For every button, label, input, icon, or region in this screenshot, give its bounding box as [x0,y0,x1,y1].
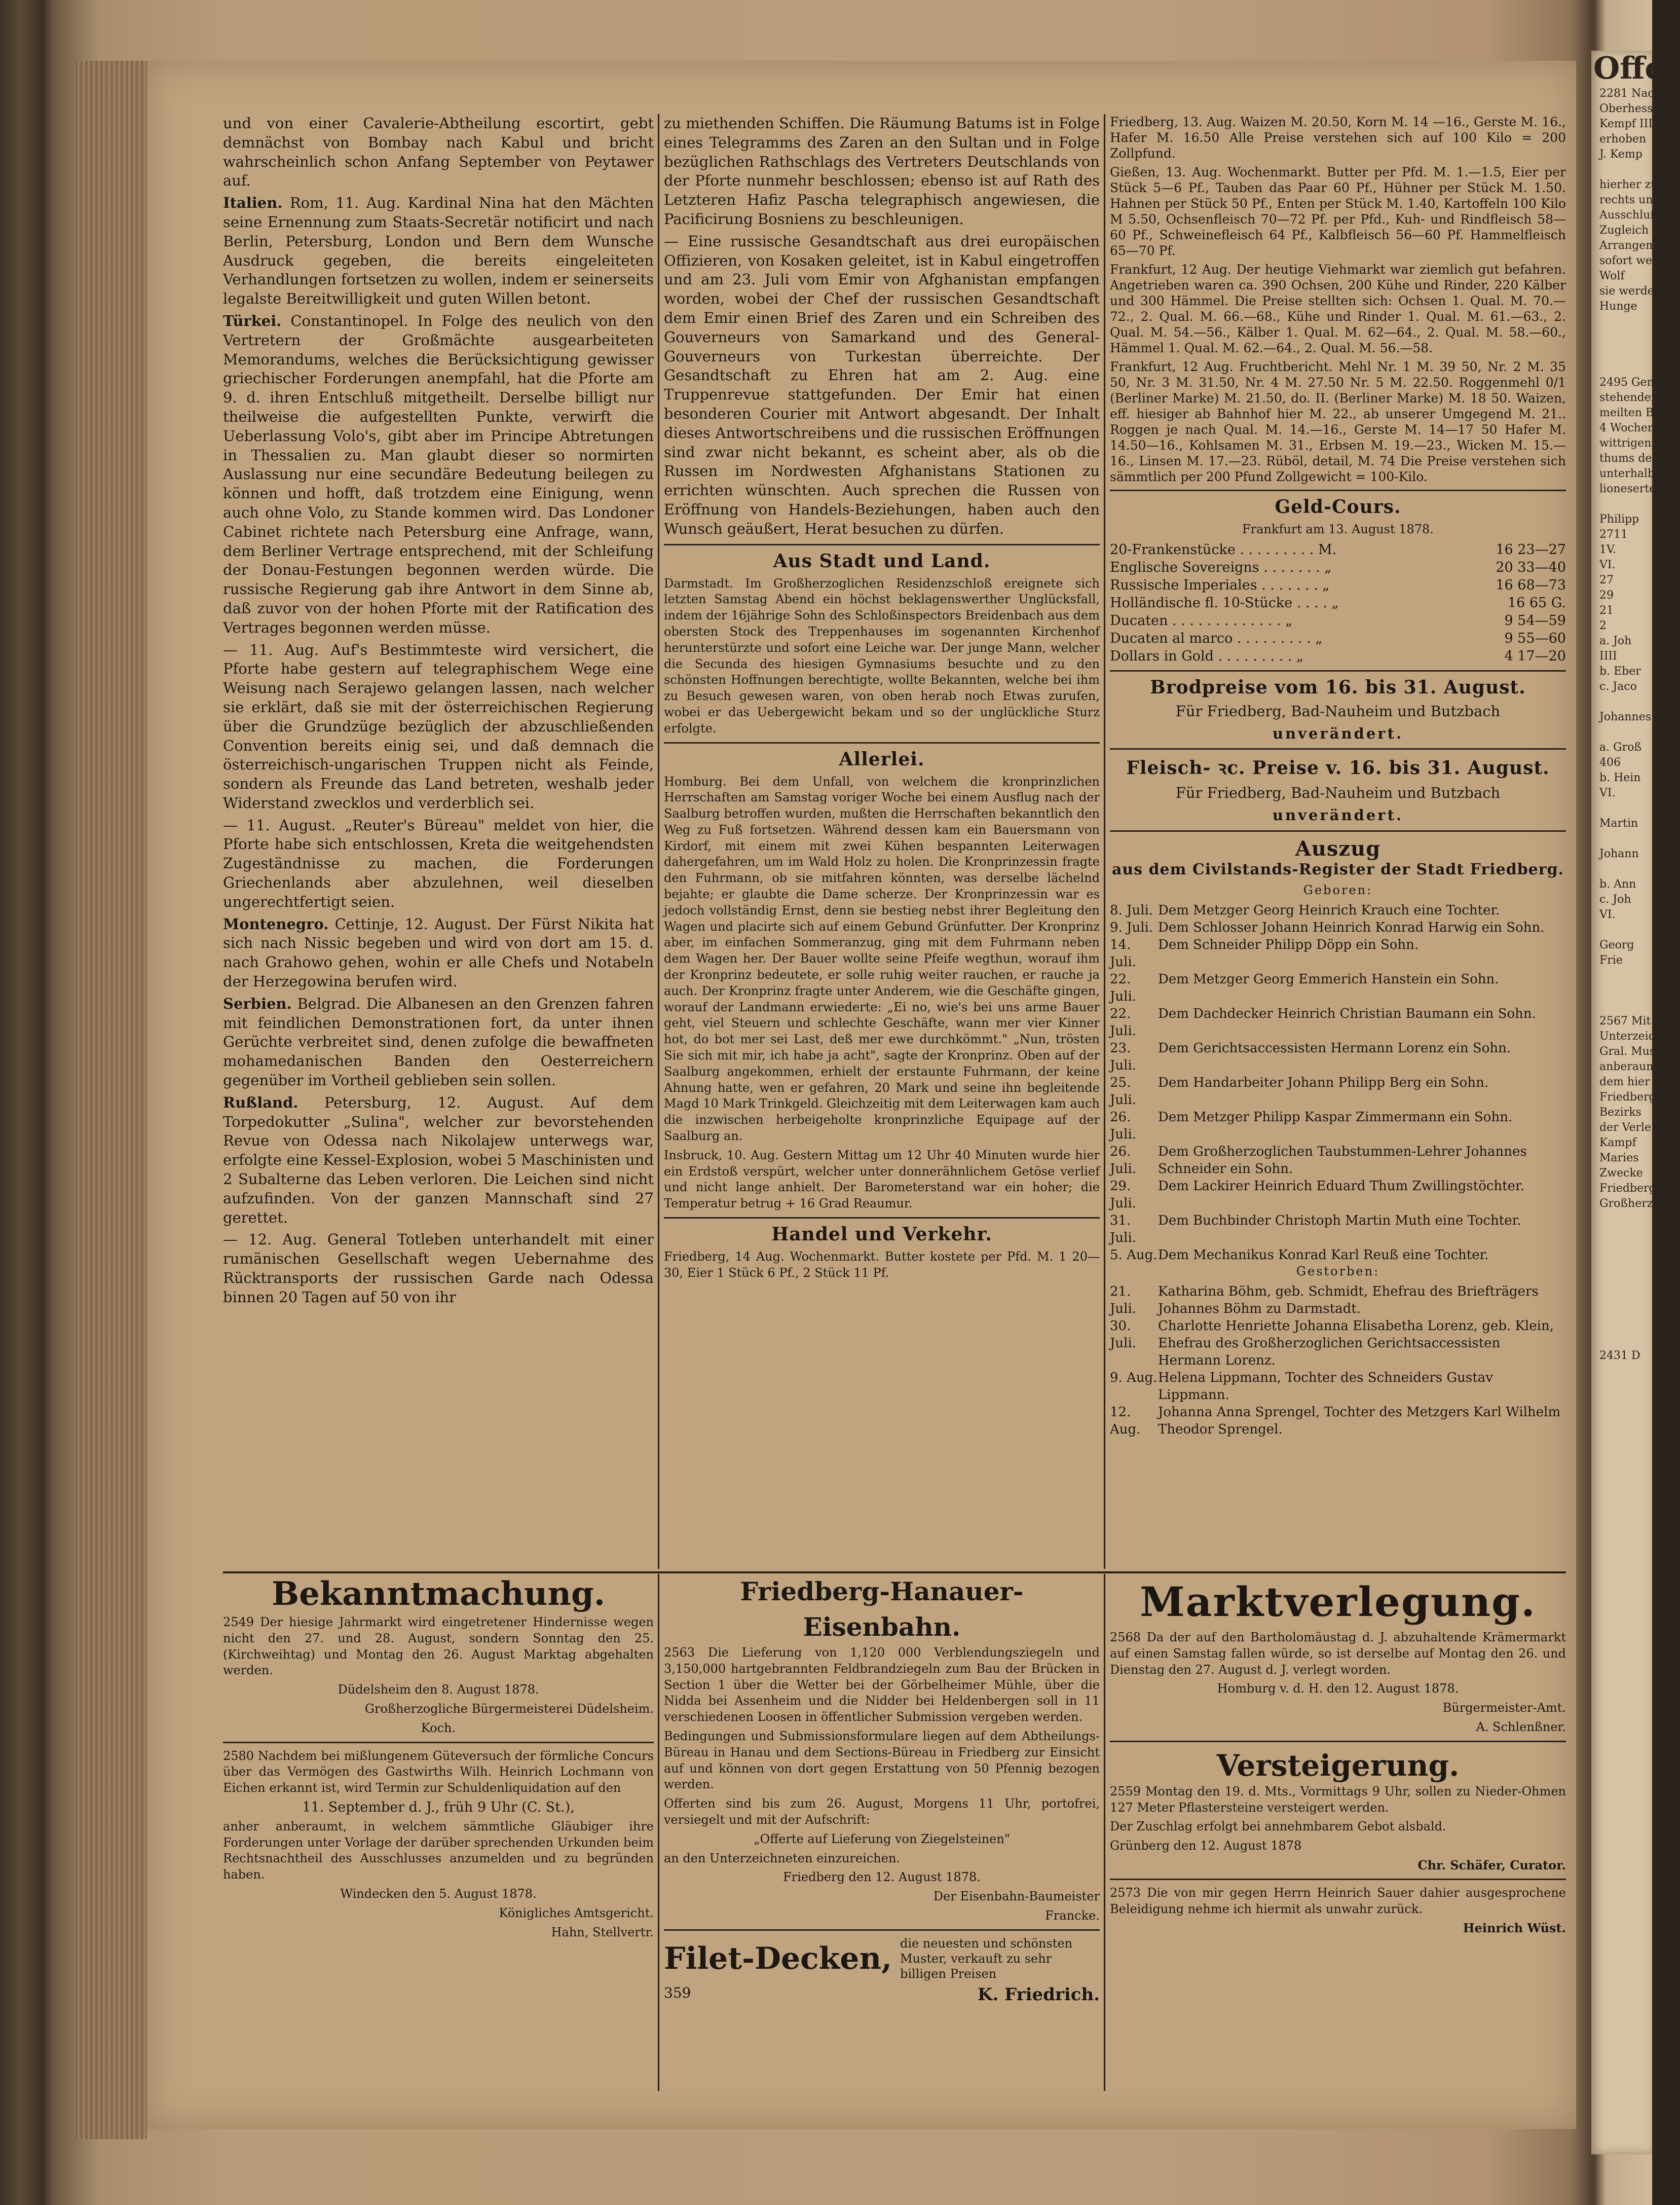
strip-line [1595,801,1652,816]
ad-eisenbahn-quote: „Offerte auf Lieferung von Ziegelsteinen" [754,1831,1010,1846]
heading-brodpreise: Brodpreise vom 16. bis 31. August. [1150,676,1526,698]
strip-line: 2711 [1599,528,1628,541]
column-1 [223,114,654,1569]
text-russia: Petersburg, 12. August. Auf dem Torpedokutter „Sulina", welcher zur bevorstehenden Revue von Odessa nach Nikolajew unterwegs war, erfolgte eine Kessel-Explosion, wobei 5 Maschinisten und 2 Subalterne das Leben verloren. Die Leichen sind nicht aufzufinden. Von der ganzen Mannschaft sind 27 gerettet. [223,1093,654,1226]
column-rule-1 [658,114,659,1569]
strip-line: 2431 D [1599,1349,1640,1362]
register-text: Dem Großherzoglichen Taubstummen-Lehrer Johannes Schneider ein Sohn. [1158,1144,1527,1177]
strip-line: b. Ann [1599,878,1636,891]
text-turkey: Constantinopel. In Folge des neulich von den Vertretern der Großmächte ausgearbeiteten Memorandums, welches die Berücksichtigung gewisser griechischer Forderungen anempfahl, hat die Pforte am 9. d. ihren Entschluß mitgetheilt. Derselbe billigt nur theilweise die aufgestellten Punkte, verwirft die Ueberlassung Volo's, gibt aber im Principe Abtretungen in Thessalien zu. Man glaubt dieser so normirten Auslassung nur eine secundäre Bedeutung beilegen zu können und hofft, daß trotzdem eine Einigung, wenn auch ohne Volo, zu Stande kommen wird. Das Londoner Cabinet richtete nach Petersburg eine Anfrage, wann, dem Berliner Vertrage entsprechend, mit der Schleifung der Donau-Festungen begonnen werden würde. Die russische Regierung gab ihre Antwort in dem Sinne ab, daß zuvor von der hohen Pforte mit der Ratification des Vertrages begonnen werden müsse. [223,312,654,636]
text-montenegro: Cettinje, 12. August. Der Fürst Nikita hat sich nach Nissic begeben und wird von dort am 15. d. nach Grahowo gehen, wohin er alle Chefs und Notabeln der Herzegowina berufen wird. [223,915,654,990]
register-entry [1110,1040,1566,1074]
heading-stadt-und-land: Aus Stadt und Land. [773,550,991,572]
article-batum: zu miethenden Schiffen. Die Räumung Batums ist in Folge eines Telegramms des Zaren an den Sultan und in Folge bezüglichen Rathschlags des Vertreters Deutschlands von der Pforte nunmehr beschlossen; ebenso ist auf Rath des Letzteren Hafiz Pascha telegraphisch angewiesen, die Pacificirung Bosniens zu beschleunigen. [664,115,1100,228]
register-text: Dem Schlosser Johann Heinrich Konrad Harwig ein Sohn. [1158,920,1545,935]
ad-title-marktverlegung: Marktverlegung. [1140,1578,1536,1626]
register-text: Dem Schneider Philipp Döpp ein Sohn. [1158,937,1419,952]
strip-line: dem hier [1599,1076,1650,1088]
strip-line: lioneserte [1599,483,1656,495]
strip-line: sie werden [1599,285,1661,298]
ad-divider [1110,1741,1566,1742]
article-turkey-3: — 11. August. „Reuter's Büreau" meldet von hier, die Pforte habe sich entschlossen, Kreta die weitgehendsten Zugeständnisse zu machen, die Forderungen Griechenlands aber abzulehnen, weil dieselben ungerechtfertigt seien. [223,816,654,910]
strip-line: 2495 Gen [1599,376,1654,389]
ad-eisenbahn-name: Francke. [1045,1908,1100,1923]
label-geboren: Geboren: [1303,883,1373,897]
strip-line: 21 [1599,604,1614,617]
register-text: Johanna Anna Sprengel, Tochter des Metzgers Karl Wilhelm Theodor Sprengel. [1158,1404,1561,1437]
exchange-row [1110,630,1566,647]
newspaper-page [147,61,1576,2129]
strip-line: c. Joh [1599,893,1631,906]
ad-versteigerung-text-2: Der Zuschlag erfolgt bei annehmbarem Gebot alsbald. [1110,1819,1446,1834]
strip-line: 2567 Mit [1599,1015,1651,1027]
strip-line [1595,1257,1652,1272]
article-montenegro [223,915,654,991]
register-date: 9. Juli. [1110,920,1153,935]
ads-rule-1 [658,1574,659,2091]
register-text: Dem Metzger Georg Emmerich Hanstein ein Sohn. [1158,971,1499,987]
register-entry [1110,919,1566,936]
strip-line: Großherz [1599,1197,1653,1210]
register-entry [1110,1246,1566,1264]
strip-line: 29 [1599,589,1614,602]
exchange-value: 9 54—59 [1504,612,1566,629]
strip-line: 406 [1599,756,1621,769]
register-entry [1110,1212,1566,1246]
section-divider [1110,830,1566,832]
strip-line [1595,923,1652,938]
exchange-name: 20-Frankenstücke . . . . . . . . . M. [1110,541,1337,558]
register-date: 26. Juli. [1110,1144,1137,1177]
market-giessen: Gießen, 13. Aug. Wochenmarkt. Butter per Pfd. M. 1.—1.5, Eier per Stück 5—6 Pf., Tauben das Paar 60 Pf., Hühner per Stück M. 1.50. Hahnen per Stück 50 Pf., Enten per Stück M. 1.40, Kartoffeln 100 Kilo M 5.50, Ochsenfleisch 70—72 Pf. per Pfd., Kuh- und Rindfleisch 58—60 Pf., Schweinefleisch 64 Pf., Kalbfleisch 56—60 Pf. Hammelfleisch 65—70 Pf. [1110,165,1566,258]
ad-divider [223,1742,654,1743]
ad-marktverlegung-authority: Bürgermeister-Amt. [1442,1701,1566,1715]
register-text: Dem Handarbeiter Johann Philipp Berg ein Sohn. [1158,1075,1489,1090]
strip-line [1595,345,1652,360]
strip-line: unterhalb [1599,467,1655,480]
page-number: 359 [664,1984,691,2001]
strip-line: VI. [1599,908,1616,921]
strip-line: Wolf [1599,270,1625,282]
register-date: 14. Juli. [1110,937,1137,970]
next-page-strip [1591,51,1680,2154]
strip-line [1595,831,1652,847]
exchange-row [1110,612,1566,630]
label-gestorben: Gestorben: [1296,1264,1380,1278]
register-text: Dem Metzger Philipp Kaspar Zimmermann ein Sohn. [1158,1109,1513,1125]
strip-line: thums der [1599,452,1657,465]
strip-line: stehenden, [1599,391,1662,404]
strip-line: a. Groß [1599,741,1642,754]
ads-column-3 [1110,1574,1566,2086]
register-date: 25. Juli. [1110,1075,1137,1108]
register-date: 30. Juli. [1110,1318,1137,1351]
ad-eisenbahn-text-4: an den Unterzeichneten einzureichen. [664,1851,901,1865]
register-date: 23. Juli. [1110,1040,1137,1073]
market-friedberg: Friedberg, 13. Aug. Waizen M. 20.50, Korn M. 14 —16., Gerste M. 16., Hafer M. 16.50 Alle Preise verstehen sich auf 100 Kilo = 200 Zollpfund. [1110,115,1566,161]
section-divider [1110,490,1566,491]
strip-line: meilten B [1599,407,1654,419]
exchange-row [1110,647,1566,665]
register-date: 22. Juli. [1110,1006,1137,1039]
register-entry [1110,1178,1566,1212]
strip-line: Zwecke [1599,1167,1643,1180]
exchange-row [1110,541,1566,559]
ad-versteigerung-name: Chr. Schäfer, Curator. [1417,1857,1566,1872]
strip-line [1595,725,1652,740]
strip-line [1595,983,1652,999]
ad-divider [1110,1879,1566,1880]
heading-russia: Rußland. [223,1093,298,1111]
article-intro: und von einer Cavalerie-Abtheilung escortirt, gebt demnächst von Bombay nach Kabul und bricht wahrscheinlich schon Anfang September von Peytawer auf. [223,115,654,190]
geld-cours-date: Frankfurt am 13. August 1878. [1242,522,1434,536]
exchange-value: 16 23—27 [1496,541,1566,558]
heading-handel-und-verkehr: Handel und Verkehr. [771,1224,992,1245]
strip-line [1595,1227,1652,1242]
ad-filet-text: die neuesten und schönsten Muster, verkauft zu sehr billigen Preisen [900,1936,1073,1981]
heading-allerlei: Allerlei. [839,748,925,770]
register-date: 8. Juli. [1110,902,1153,918]
market-frankfurt-grain: Frankfurt, 12 Aug. Fruchtbericht. Mehl Nr. 1 M. 39 50, Nr. 2 M. 35 50, Nr. 3 M. 31.50, Nr. 4 M. 27.50 Nr. 5 M. 22.50. Roggenmehl 0/1 (Berliner Marke) M. 21.50, do. II. (Berliner Marke) M. 18 50. Waizen, eff. hiesiger ab Bahnhof hier M. 22., ab unserer Umgegend M. 21.. Roggen je nach Qual. M. 14.—16., Gerste M. 14—17 50 Hafer M. 14.50—16., Kohlsamen M. 31., Erbsen M. 19.—23., Wicken M. 15.—16., Linsen M. 17.—23. Rüböl, detail, M. 74 Die Preise verstehen sich sämmtlich per 200 Pfund Zollgewicht = 100-Kilo. [1110,359,1566,484]
register-entry [1110,1369,1566,1404]
register-entry [1110,1109,1566,1143]
heading-geld-cours: Geld-Cours. [1275,496,1401,518]
register-date: 12. Aug. [1110,1404,1141,1437]
ad-title-bekanntmachung: Bekanntmachung. [271,1575,606,1613]
strip-line: anberaumt [1599,1060,1661,1073]
ads-column-1 [223,1574,654,2086]
register-date: 29. Juli. [1110,1178,1137,1211]
register-entry [1110,936,1566,971]
strip-line [1595,968,1652,983]
column-rule-2 [1104,114,1105,1569]
strip-line: IIII [1599,650,1617,663]
register-text: Dem Mechanikus Konrad Karl Reuß eine Tochter. [1158,1247,1489,1263]
strip-line [1595,1303,1652,1318]
ad-eisenbahn-text-2: Bedingungen und Submissionsformulare liegen auf dem Abtheilungs-Büreau in Hanau und dem Sections-Büreau in Friedberg zur Einsicht auf und können von dort gegen Erstattung von 50 Pfennig bezogen werden. [664,1729,1100,1792]
register-entry [1110,1404,1566,1438]
strip-line [1595,314,1652,329]
strip-line: Maries [1599,1152,1639,1164]
register-entry [1110,971,1566,1005]
ad-duedelsheim-place: Düdelsheim den 8. August 1878. [338,1682,539,1697]
strip-line: sofort werden [1599,254,1678,267]
strip-line: 2281 Nach [1599,87,1661,100]
ad-concurs-date: 11. September d. J., früh 9 Uhr (C. St.), [302,1799,575,1815]
strip-line: 2 [1599,619,1607,632]
strip-line: 1V. [1599,543,1617,556]
brodpreise-status: unverändert. [1272,724,1404,742]
text-serbia: Belgrad. Die Albanesen an den Grenzen fahren mit feindlichen Demonstrationen fort, da unter ihnen Gerüchte verbreitet sind, denen zufolge die bewaffneten mohamedanischen Banden den Oesterreichern gegenüber im Vortheil geblieben sein sollen. [223,995,654,1089]
strip-line: hierher zur [1599,178,1663,191]
article-italy [223,194,654,309]
register-date: 9. Aug. [1110,1370,1158,1385]
exchange-value: 20 33—40 [1496,559,1566,575]
exchange-name: Ducaten al marco . . . . . . . . . „ [1110,630,1323,646]
ad-versteigerung-text: 2559 Montag den 19. d. Mts., Vormittags 9 Uhr, sollen zu Nieder-Ohmen 127 Meter Pflastersteine versteigert werden. [1110,1784,1566,1815]
exchange-name: Dollars in Gold . . . . . . . . . „ [1110,648,1304,664]
ad-sauer-text: 2573 Die von mir gegen Herrn Heinrich Sauer dahier ausgesprochene Beleidigung nehme ich hiermit als unwahr zurück. [1110,1885,1566,1916]
ad-marktverlegung-text: 2568 Da der auf den Bartholomäustag d. J. abzuhaltende Krämermarkt auf einen Samstag fallen würde, so ist derselbe auf Montag den 26. und Dienstag den 27. August d. J. verlegt worden. [1110,1630,1566,1677]
ad-duedelsheim-text: 2549 Der hiesige Jahrmarkt wird eingetretener Hindernisse wegen nicht den 27. und 28. August, sondern Sonntag den 25. (Kirchweihtag) und Montag den 26. August Marktag abgehalten werden. [223,1615,654,1678]
strip-line: rechts und [1599,194,1660,206]
heading-turkey: Türkei. [223,312,282,329]
strip-line: 27 [1599,574,1614,586]
ad-filet-title: Filet-Decken, [664,1940,892,1976]
strip-line [1595,497,1652,512]
strip-line: a. Joh [1599,635,1632,647]
strip-line [1595,329,1652,345]
exchange-row [1110,559,1566,576]
ad-duedelsheim-authority: Großherzogliche Bürgermeisterei Düdelsheim. [364,1701,654,1716]
ad-concurs-text-2: anher anberaumt, in welchem sämmtliche Gläubiger ihre Forderungen unter Vorlage der darüber sprechenden Urkunden beim Rechtsnachtheil des Ausschlusses anzumelden und zu begründen haben. [223,1819,654,1882]
exchange-value: 4 17—20 [1504,648,1566,664]
strip-line [1595,1318,1652,1333]
register-text: Dem Gerichtsaccessisten Hermann Lorenz ein Sohn. [1158,1040,1511,1056]
page-edges [76,61,147,2139]
register-text: Dem Lackirer Heinrich Eduard Thum Zwillingstöchter. [1158,1178,1524,1194]
section-divider [1110,670,1566,672]
ad-concurs-name: Hahn, Stellvertr. [551,1925,654,1939]
strip-line: der Verle [1599,1121,1652,1134]
ad-duedelsheim-name: Koch. [421,1720,456,1735]
section-divider [664,742,1100,744]
ad-filet-footer [664,1984,1100,2005]
register-date: 5. Aug. [1110,1247,1158,1263]
ad-marktverlegung-name: A. Schlenßner. [1476,1719,1566,1734]
ads-column-2 [664,1574,1100,2086]
ad-divider [664,1929,1100,1931]
strip-line [1595,1272,1652,1288]
section-divider [664,544,1100,545]
register-date: 22. Juli. [1110,971,1137,1004]
strip-line [1595,1333,1652,1348]
register-entry [1110,1317,1566,1369]
article-russia-2: — 12. Aug. General Totleben unterhandelt mit einer rumänischen Gesellschaft wegen Uebernahme des Rücktransports der russischen Garde nach Odessa binnen 20 Tagen auf 50 von ihr [223,1231,654,1306]
ad-eisenbahn-place: Friedberg den 12. August 1878. [783,1870,981,1885]
register-date: 31. Juli. [1110,1212,1137,1245]
register-text: Dem Metzger Georg Heinrich Krauch eine Tochter. [1158,902,1500,918]
exchange-row [1110,594,1566,612]
register-entry [1110,1283,1566,1317]
ad-eisenbahn-text-3: Offerten sind bis zum 26. August, Morgens 11 Uhr, portofrei, versiegelt und mit der Aufschrift: [664,1796,1100,1827]
strip-line [1595,1288,1652,1303]
exchange-value: 9 55—60 [1504,630,1566,646]
next-page-heading: Offe [1593,51,1664,86]
strip-line [1595,862,1652,877]
strip-line: Gral. Mus [1599,1045,1656,1058]
register-date: 21. Juli. [1110,1283,1137,1316]
article-turkey-2: — 11. Aug. Auf's Bestimmteste wird versichert, die Pforte habe gestern auf telegraphischem Wege eine Weisung nach Serajewo gelangen lassen, nach welcher sie erklärt, daß sie mit der österreichischen Regierung über die Grundzüge bezüglich der abzuschließenden Convention bereits einig sei, und daß demnach die österreichisch-ungarischen Truppen nicht als Feinde, sondern als Freunde das Land betreten, weshalb jeder Widerstand zwecklos und verderblich sei. [223,641,654,812]
strip-line: Unterzeichnet [1599,1030,1680,1043]
strip-line: c. Jaco [1599,680,1637,693]
ad-concurs-authority: Königliches Amtsgericht. [499,1905,654,1920]
strip-line: b. Eber [1599,665,1641,678]
ads-top-rule [223,1571,1566,1573]
article-innsbruck: Insbruck, 10. Aug. Gestern Mittag um 12 Uhr 40 Minuten wurde hier ein Erdstoß verspürt, welcher unter donnerähnlichem Getöse verlief und nicht lange anhielt. Der Barometerstand war ein hoher; die Temperatur betrug + 16 Grad Reaumur. [664,1148,1100,1211]
article-turkey [223,312,654,638]
strip-line: Bezirks [1599,1106,1641,1119]
exchange-name: Russische Imperiales . . . . . . . „ [1110,577,1330,593]
register-entry [1110,1005,1566,1040]
brodpreise-places: Für Friedberg, Bad-Nauheim und Butzbach [1175,702,1501,720]
ad-title-eisenbahn: Friedberg-Hanauer-Eisenbahn. [740,1576,1024,1642]
ad-eisenbahn-sign: Der Eisenbahn-Baumeister [933,1889,1100,1904]
register-text: Dem Buchbinder Christoph Martin Muth eine Tochter. [1158,1212,1521,1228]
strip-line: Georg [1599,939,1634,951]
strip-line: Kampf [1599,1136,1636,1149]
exchange-value: 16 68—73 [1496,577,1566,593]
article-homburg: Homburg. Bei dem Unfall, von welchem die kronprinzlichen Herrschaften am Samstag voriger Woche bei einem Ausflug nach der Saalburg betroffen wurden, mußten die Herrschaften bekanntlich den Weg zu Fuß fortsetzen. Während dessen kam ein Bauersmann von Kirdorf, mit einem mit zwei Kühen bespannten Leiterwagen dahergefahren, um im Wald Holz zu holen. Die Kronprinzessin fragte den Fuhrmann, ob sie mitfahren könnten, was derselbe lächelnd bejahte; er glaubte die Dame scherze. Der Kronprinzessin war es jedoch vollständig Ernst, denn sie bestieg nebst ihrer Begleitung den Wagen und placirte sich auf einem Gebund Grünfutter. Der Kronprinz aber, im einfachen Sommeranzug, ging mit dem Fuhrmann neben dem Wagen her. Der Bauer wollte seine Pfeife wegthun, worauf ihm der Kronprinz bedeutete, er solle ruhig weiter rauchen, er rauche ja auch. Der Kronprinz fragte unter Anderem, wie die Geschäfte gingen, worauf der Landmann erwiederte: „Ei no, wie's bei uns arme Bauer geht, viel Steuern und schlechte Geschäfte, wann mer vier Kinner hot, do bot mer sei Last, deß mer ewe durchkömmt." „Nun, trösten Sie sich mit mir, ich habe ja acht", sagte der Kronprinz. Oben auf der Saalburg angekommen, erhielt der erstaunte Fuhrmann, der keine Ahnung hatte, wen er gefahren, 20 Mark und seine ihn begleitende Magd 10 Mark Trinkgeld. Gleichzeitig mit dem Leiterwagen kam auch die inzwischen herbeigeholte kronprinzliche Equipage auf der Saalburg an. [664,774,1100,1144]
register-text: Charlotte Henriette Johanna Elisabetha Lorenz, geb. Klein, Ehefrau des Großherzoglichen Gerichtsaccessisten Hermann Lorenz. [1158,1318,1554,1368]
exchange-name: Englische Sovereigns . . . . . . . „ [1110,559,1332,575]
strip-line: Zugleich [1599,224,1649,237]
article-russia [223,1093,654,1228]
strip-line: Frie [1599,954,1623,967]
strip-line [1595,694,1652,710]
ad-filet-name: K. Friedrich. [977,1984,1100,2005]
register-text: Katharina Böhm, geb. Schmidt, Ehefrau des Briefträgers Johannes Böhm zu Darmstadt. [1158,1283,1539,1316]
exchange-name: Ducaten . . . . . . . . . . . . . „ [1110,612,1293,629]
article-friedberg-market: Friedberg, 14 Aug. Wochenmarkt. Butter kostete per Pfd. M. 1 20—30, Eier 1 Stück 6 Pf., 2 Stück 11 Pf. [664,1250,1100,1280]
section-divider [1110,748,1566,750]
market-frankfurt-cattle: Frankfurt, 12 Aug. Der heutige Viehmarkt war ziemlich gut befahren. Angetrieben waren ca. 390 Ochsen, 200 Kühe und Rinder, 220 Kälber und 300 Hämmel. Die Preise stellten sich: Ochsen 1. Qual. M. 70.—72., 2. Qual. M. 66.—68., Kühe und Rinder 1. Qual. M. 61.—63., 2. Qual. M. 54.—56., Kälber 1. Qual. M. 62—64., 2. Qual. M. 58.—60., Hämmel 1. Qual. M. 62.—64., 2. Qual. M. 56.—58. [1110,262,1566,355]
strip-line [1595,1242,1652,1257]
ad-filet [664,1936,1100,1981]
strip-line: VI. [1599,787,1616,799]
heading-italy: Italien. [223,194,283,212]
article-darmstadt: Darmstadt. Im Großherzoglichen Residenzschloß ereignete sich letzten Samstag Abend ein höchst beklagenswerther Unglücksfall, indem der 16jährige Sohn des Schloßinspectors Breidenbach aus dem obersten Stock des Treppenhauses im sogenannten Kirchenhof herunterstürzte und sofort eine Leiche war. Der junge Mann, welcher die Secunda des hiesigen Gymnasiums besuchte und zu den schönsten Hoffnungen berechtigte, wollte Bekannten, welche bei ihm zu Besuch gewesen waren, von oben herab noch Etwas zurufen, wobei er das Uebergewicht bekam und so der unglückliche Sturz erfolgte. [664,576,1100,736]
strip-line: Martin [1599,817,1638,830]
next-page-lines [1591,86,1680,1364]
register-entry [1110,1074,1566,1109]
strip-line: erhoben [1599,133,1647,145]
strip-line: VI. [1599,559,1616,571]
deaths-list [1110,1283,1566,1438]
ads-rule-2 [1104,1574,1105,2091]
exchange-name: Holländische fl. 10-Stücke . . . . „ [1110,595,1339,611]
heading-serbia: Serbien. [223,995,292,1012]
fleischpreise-status: unverändert. [1272,806,1404,824]
strip-line [1595,1211,1652,1227]
register-text: Dem Dachdecker Heinrich Christian Baumann ein Sohn. [1158,1006,1536,1021]
ad-sauer-name: Heinrich Wüst. [1463,1921,1566,1936]
strip-line [1595,162,1652,177]
strip-line: Hunge [1599,300,1637,313]
strip-line: wittrigenfall [1599,437,1669,450]
register-entry [1110,1143,1566,1178]
fleischpreise-places: Für Friedberg, Bad-Nauheim und Butzbach [1175,784,1501,802]
article-afghanistan: — Eine russische Gesandtschaft aus drei europäischen Offizieren, von Kosaken geleitet, ist in Kabul eingetroffen und am 23. Juli vom Emir von Afghanistan empfangen worden, wobei der Chef der russischen Gesandtschaft dem Emir einen Brief des Zaren und ein Schreiben des Gouverneurs von Samarkand und des General-Gouverneurs von Turkestan überreichte. Der Gesandtschaft zu Ehren hat am 2. Aug. eine Truppenrevue stattgefunden. Der Emir hat einen besonderen Courier mit Antwort abgesandt. Der Inhalt dieses Antwortschreibens und die russischen Eröffnungen sind zwar nicht bekannt, es scheint aber, als ob die Russen im Nordwesten Afghanistans Stationen zu errichten wünschten. Auch sprechen die Russen von Eröffnung von Handels-Beziehungen, haben auch den Wunsch geäußert, Herat besuchen zu dürfen. [664,232,1100,537]
strip-line: Friedberg, [1599,1091,1660,1104]
strip-line [1595,999,1652,1014]
strip-line: b. Hein [1599,771,1641,784]
births-list [1110,902,1566,1264]
register-entry [1110,902,1566,919]
strip-line: 4 Wochen [1599,422,1655,434]
strip-line: Johannes [1599,711,1651,723]
column-2 [664,114,1100,1569]
exchange-value: 16 65 G. [1507,595,1566,611]
ad-title-versteigerung: Versteigerung. [1216,1748,1460,1783]
strip-line: Kempf III [1599,118,1653,130]
exchange-row [1110,576,1566,594]
ad-concurs-text: 2580 Nachdem bei mißlungenem Güteversuch der förmliche Concurs über das Vermögen des Gastwirths Wilh. Heinrich Lochmann von Eichen erkannt ist, wird Termin zur Schuldenliquidation auf den [223,1748,654,1795]
article-serbia [223,995,654,1090]
strip-line: Friedberg [1599,1182,1656,1195]
ad-concurs-place: Windecken den 5. August 1878. [340,1886,537,1901]
strip-line: J. Kemp [1599,148,1642,161]
ad-marktverlegung-place: Homburg v. d. H. den 12. August 1878. [1217,1681,1459,1696]
heading-auszug: Auszug [1295,836,1381,861]
ad-eisenbahn-text: 2563 Die Lieferung von 1,120 000 Verblendungsziegeln und 3,150,000 hartgebrannten Feldbrandziegeln zum Bau der Brücken in Section 1 über die Wetter bei der Görbelheimer Mühle, über die Nidda bei Assenheim und die Nidder bei Heldenbergen soll in 11 verschiedenen Loosen in öffentlicher Submission vergeben werden. [664,1645,1100,1724]
strip-line [1595,360,1652,375]
strip-line: Oberhessen [1599,102,1667,115]
section-divider [664,1217,1100,1219]
text-italy: Rom, 11. Aug. Kardinal Nina hat den Mächten seine Ernennung zum Staats-Secretär notificirt und nach Berlin, Petersburg, London und Bern dem Wunsche Ausdruck gegeben, die bereits eingeleiteten Verhandlungen fortsetzen zu wollen, indem er seinerseits legalste Bereitwilligkeit und guten Willen betont. [223,194,654,308]
auszug-subtitle: aus dem Civilstands-Register der Stadt Friedberg. [1111,860,1564,878]
register-text: Helena Lippmann, Tochter des Schneiders Gustav Lippmann. [1158,1370,1493,1403]
register-date: 26. Juli. [1110,1109,1137,1142]
heading-fleischpreise: Fleisch- ꝛc. Preise v. 16. bis 31. August. [1126,757,1550,779]
exchange-table [1110,541,1566,665]
column-3 [1110,114,1566,1569]
strip-line: Ausschluß [1599,209,1658,222]
strip-line: Philipp [1599,513,1639,526]
strip-line: Arrangement [1599,239,1675,252]
heading-montenegro: Montenegro. [223,915,329,933]
strip-line: Johann [1599,848,1639,860]
ad-versteigerung-place: Grünberg den 12. August 1878 [1110,1839,1302,1853]
